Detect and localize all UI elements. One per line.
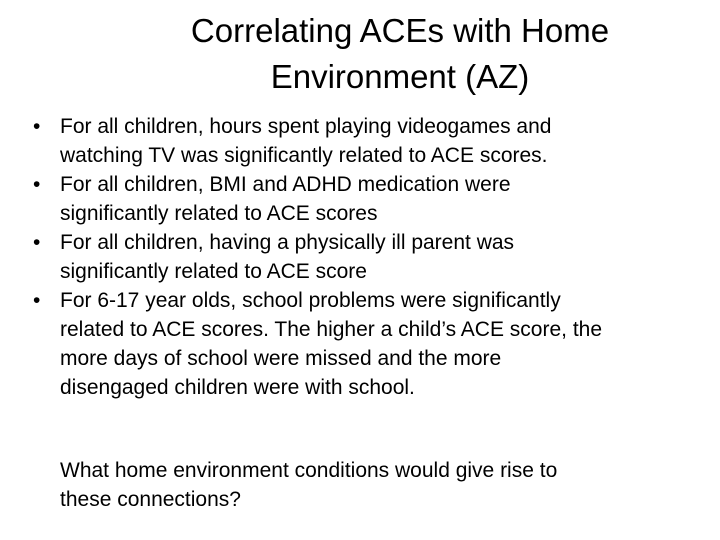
bullet-dot-icon: • [33,173,41,196]
question-line-2: these connections? [60,488,241,511]
bullet-dot-icon: • [33,115,41,138]
bullet-dot-icon: • [33,289,41,312]
bullet-text-line: related to ACE scores. The higher a child’s ACE score, the [60,318,603,341]
bullet-item-bmi-adhd [33,170,683,228]
bullet-text-line: significantly related to ACE score [60,260,367,283]
bullet-text-line: more days of school were missed and the more [60,347,502,370]
bullet-text-line: For all children, hours spent playing videogames and [60,115,552,138]
title-line-1: Correlating ACEs with Home [190,12,610,49]
bullet-item-videogames-tv [33,112,683,170]
discussion-question [60,456,700,514]
slide-title [40,8,720,100]
bullet-list [33,112,683,402]
bullet-text-line: For all children, having a physically ill parent was [60,231,515,254]
bullet-text-line: For all children, BMI and ADHD medication were [60,173,511,196]
bullet-dot-icon: • [33,231,41,254]
bullet-item-ill-parent [33,228,683,286]
bullet-text-line: For 6-17 year olds, school problems were significantly [60,289,561,312]
question-line-1: What home environment conditions would give rise to [60,459,558,482]
title-line-2: Environment (AZ) [270,58,530,95]
bullet-text-line: significantly related to ACE scores [60,202,378,225]
bullet-item-school-problems [33,286,683,402]
bullet-text-line: disengaged children were with school. [60,376,415,399]
bullet-text-line: watching TV was significantly related to ACE scores. [60,144,548,167]
